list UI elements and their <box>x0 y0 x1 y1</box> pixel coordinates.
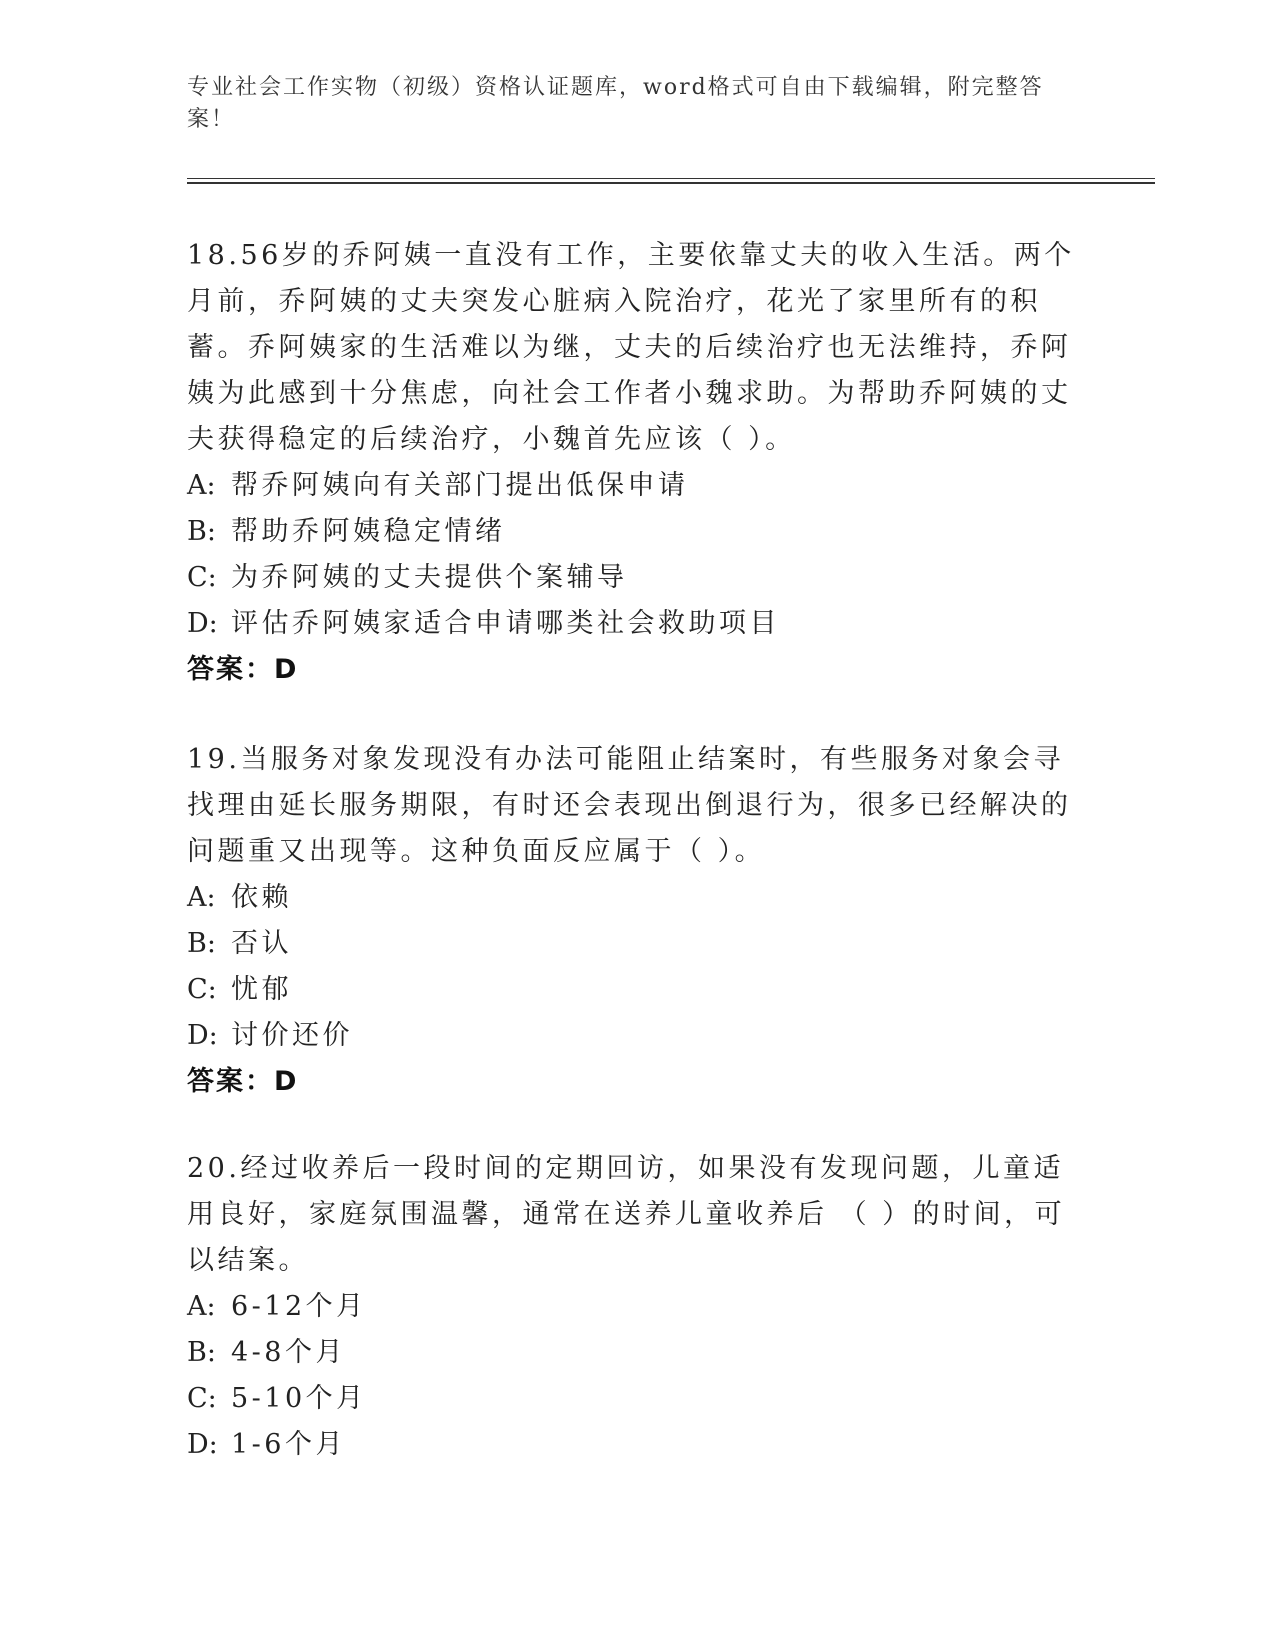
option-text: 依赖 <box>231 882 292 913</box>
option-key: C: <box>187 1383 217 1414</box>
option-text: 6-12个月 <box>231 1291 367 1322</box>
question-20 <box>187 1146 1087 1468</box>
option-c <box>187 555 1087 601</box>
answer-line: 答案：D <box>187 1066 299 1097</box>
option-text: 4-8个月 <box>231 1337 346 1368</box>
question-19 <box>187 737 1087 1105</box>
option-key: B: <box>187 928 216 959</box>
option-c <box>187 1376 1087 1422</box>
option-text: 评估乔阿姨家适合申请哪类社会救助项目 <box>231 608 780 639</box>
option-b <box>187 921 1087 967</box>
option-text: 讨价还价 <box>231 1020 353 1051</box>
option-a <box>187 463 1087 509</box>
option-text: 忧郁 <box>231 974 292 1005</box>
option-key: C: <box>187 562 217 593</box>
header-rule-top <box>187 178 1155 179</box>
option-key: D: <box>187 1429 218 1460</box>
question-18 <box>187 233 1087 693</box>
option-key: B: <box>187 1337 216 1368</box>
option-text: 帮助乔阿姨稳定情绪 <box>231 516 506 547</box>
document-header: 专业社会工作实物（初级）资格认证题库，word格式可自由下载编辑，附完整答案！ <box>187 75 1044 132</box>
question-stem: 19.当服务对象发现没有办法可能阻止结案时，有些服务对象会寻找理由延长服务期限，有时还会表现出倒退行为，很多已经解决的问题重又出现等。这种负面反应属于（ ）。 <box>187 744 1072 867</box>
answer-line: 答案：D <box>187 654 299 685</box>
option-key: A: <box>187 1291 216 1322</box>
option-key: A: <box>187 882 216 913</box>
option-a <box>187 1284 1087 1330</box>
option-key: B: <box>187 516 216 547</box>
option-a <box>187 875 1087 921</box>
option-key: D: <box>187 608 218 639</box>
question-stem: 18.56岁的乔阿姨一直没有工作，主要依靠丈夫的收入生活。两个月前，乔阿姨的丈夫突发心脏病入院治疗，花光了家里所有的积蓄。乔阿姨家的生活难以为继，丈夫的后续治疗也无法维持，乔阿姨为此感到十分焦虑，向社会工作者小魏求助。为帮助乔阿姨的丈夫获得稳定的后续治疗，小魏首先应该（ ）。 <box>187 240 1075 455</box>
option-text: 帮乔阿姨向有关部门提出低保申请 <box>231 470 689 501</box>
option-b <box>187 1330 1087 1376</box>
header-rule-bottom <box>187 182 1155 184</box>
option-text: 否认 <box>231 928 292 959</box>
option-d <box>187 1013 1087 1059</box>
option-c <box>187 967 1087 1013</box>
option-text: 5-10个月 <box>231 1383 367 1414</box>
option-d <box>187 1422 1087 1468</box>
option-text: 为乔阿姨的丈夫提供个案辅导 <box>231 562 628 593</box>
option-d <box>187 601 1087 647</box>
option-b <box>187 509 1087 555</box>
option-key: D: <box>187 1020 218 1051</box>
option-text: 1-6个月 <box>231 1429 346 1460</box>
option-key: C: <box>187 974 217 1005</box>
option-key: A: <box>187 470 216 501</box>
question-stem: 20.经过收养后一段时间的定期回访，如果没有发现问题，儿童适用良好，家庭氛围温馨，通常在送养儿童收养后 （ ）的时间，可以结案。 <box>187 1153 1066 1276</box>
